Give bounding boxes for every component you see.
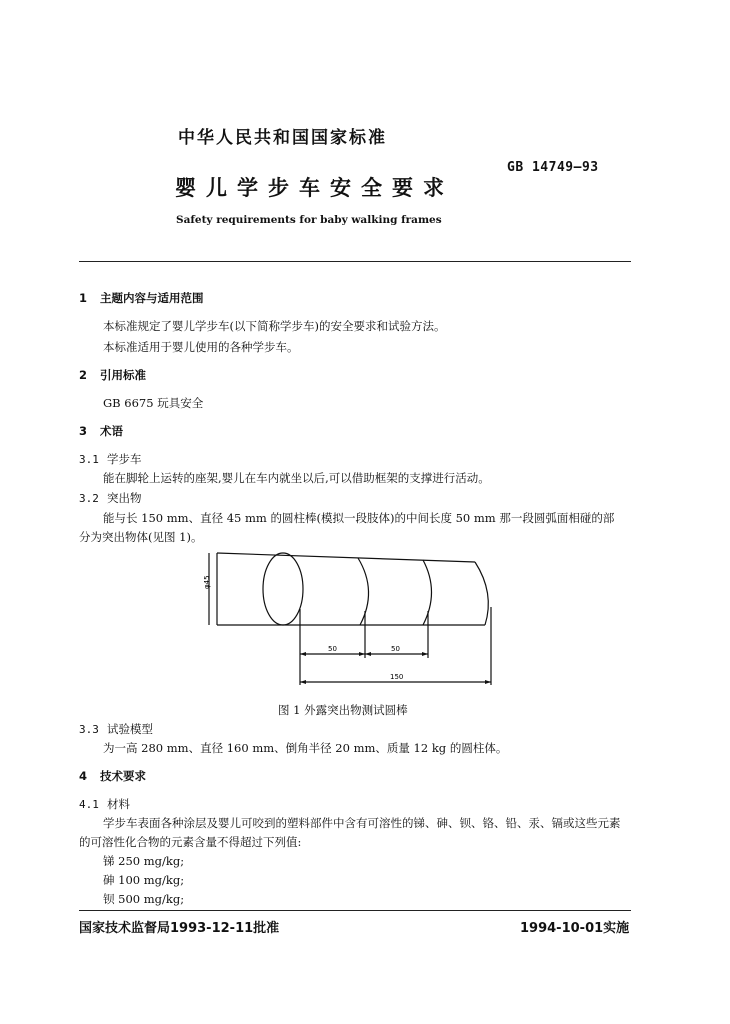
footer-rule: [79, 910, 631, 911]
subsection-title: 试验模型: [107, 722, 153, 736]
list-item: 砷 100 mg/kg;: [103, 873, 185, 887]
subsection-number: 4.1: [79, 798, 99, 811]
subsection-3-2-heading: [79, 490, 142, 506]
arrowhead: [359, 652, 365, 656]
dimension-label-50: 50: [391, 645, 400, 653]
section-number: 1: [79, 291, 88, 305]
subsection-number: 3.3: [79, 723, 99, 736]
figure-caption: 图 1 外露突出物测试圆棒: [278, 703, 408, 717]
paragraph: 为一高 280 mm、直径 160 mm、倒角半径 20 mm、质量 12 kg 的圆柱体。: [103, 741, 508, 755]
section-number: 3: [79, 424, 88, 438]
subsection-number: 3.2: [79, 492, 99, 505]
list-item: 锑 250 mg/kg;: [103, 854, 185, 868]
subsection-title: 学步车: [107, 452, 142, 466]
paragraph: GB 6675 玩具安全: [103, 396, 204, 410]
approval-date: 国家技术监督局1993-12-11批准: [79, 921, 280, 936]
rod-right-end: [475, 562, 488, 625]
dimension-label-diameter: φ45: [203, 575, 211, 589]
subsection-3-3-heading: [79, 721, 153, 737]
implementation-date: 1994-10-01实施: [520, 921, 630, 936]
section-title: 术语: [100, 424, 123, 438]
paragraph: 能与长 150 mm、直径 45 mm 的圆柱棒(模拟一段肢体)的中间长度 50 mm 那一段圆弧面相碰的部: [103, 511, 615, 525]
paragraph: 学步车表面各种涂层及婴儿可咬到的塑料部件中含有可溶性的锑、砷、钡、铬、铅、汞、镉或这些元素: [103, 816, 621, 830]
paragraph: 本标准规定了婴儿学步车(以下简称学步车)的安全要求和试验方法。: [103, 319, 446, 333]
figure-1-test-rod-diagram: [195, 545, 505, 695]
dimension-label-150: 150: [390, 673, 404, 681]
rod-top-edge: [217, 553, 475, 562]
section-title: 技术要求: [100, 769, 146, 783]
paragraph: 能在脚轮上运转的座架,婴儿在车内就坐以后,可以借助框架的支撑进行活动。: [103, 471, 490, 485]
arrowhead: [365, 652, 371, 656]
section-1-heading: [79, 290, 204, 306]
rod-section-ellipse: [263, 553, 303, 625]
issuing-authority-title: 中华人民共和国国家标准: [178, 128, 387, 148]
standard-number: GB 14749—93: [507, 160, 599, 175]
subsection-title: 材料: [107, 797, 130, 811]
subsection-3-1-heading: [79, 451, 142, 467]
section-number: 2: [79, 368, 88, 382]
arrowhead: [485, 680, 491, 684]
header-rule: [79, 261, 631, 262]
rod-section-arc: [358, 558, 369, 625]
arrowhead: [300, 652, 306, 656]
dimension-label-50: 50: [328, 645, 337, 653]
document-title-english: Safety requirements for baby walking frames: [176, 214, 442, 226]
list-item: 钡 500 mg/kg;: [103, 892, 185, 906]
paragraph: 的可溶性化合物的元素含量不得超过下列值:: [79, 835, 302, 849]
arrowhead: [422, 652, 428, 656]
paragraph: 本标准适用于婴儿使用的各种学步车。: [103, 340, 299, 354]
subsection-title: 突出物: [107, 491, 142, 505]
section-number: 4: [79, 769, 88, 783]
document-title: 婴儿学步车安全要求: [175, 176, 454, 200]
section-4-heading: [79, 768, 146, 784]
paragraph: 分为突出物体(见图 1)。: [79, 530, 203, 544]
section-title: 主题内容与适用范围: [100, 291, 204, 305]
rod-section-arc: [423, 560, 432, 625]
arrowhead: [300, 680, 306, 684]
section-3-heading: [79, 423, 123, 439]
subsection-4-1-heading: [79, 796, 130, 812]
section-title: 引用标准: [100, 368, 146, 382]
section-2-heading: [79, 367, 146, 383]
subsection-number: 3.1: [79, 453, 99, 466]
